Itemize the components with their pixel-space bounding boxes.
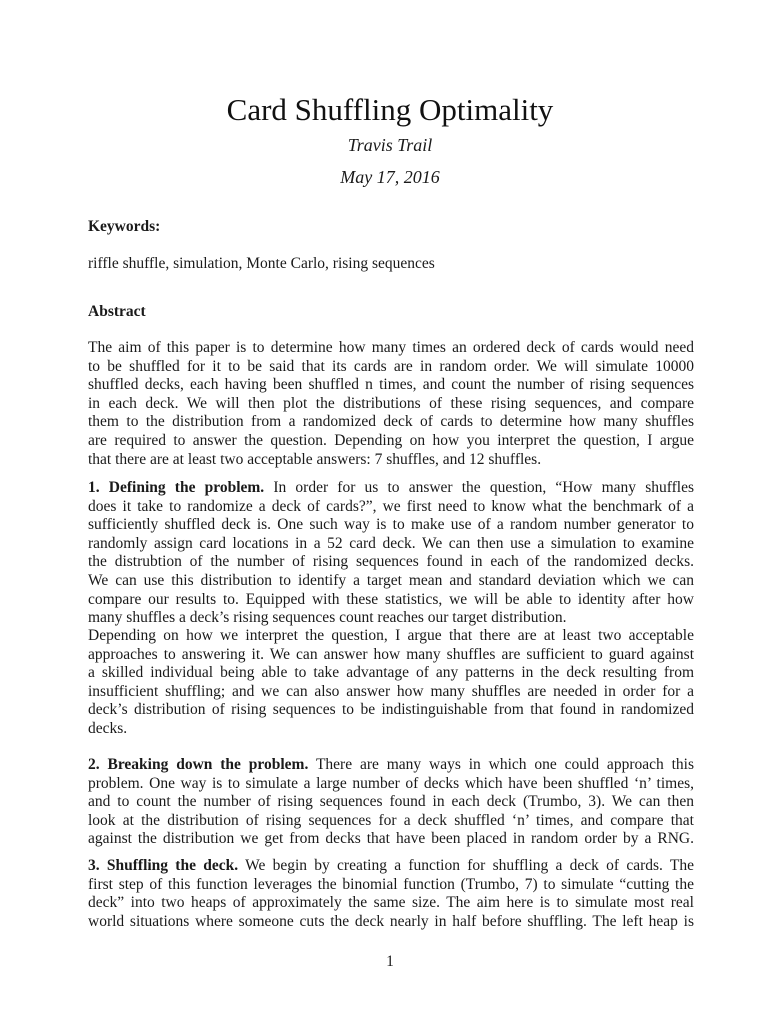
section-breaking-down-the-problem (88, 756, 694, 849)
section-line: sufficiently shuffled deck is. One such way is to make use of a random number generator to (88, 516, 694, 534)
abstract-line: to be shuffled for it to be said that its cards are in random order. We will simulate 10000 (88, 357, 694, 375)
section-heading: 2. Breaking down the problem. (88, 756, 309, 773)
document-author: Travis Trail (347, 135, 433, 155)
section-line: randomly assign card locations in a 52 card deck. We can then use a simulation to examine (88, 534, 694, 552)
abstract-line: shuffled decks, each having been shuffled n times, and count the number of rising sequences (88, 376, 694, 394)
section-line: against the distribution we get from decks that have been placed in random order by a RNG. (88, 830, 694, 848)
paragraph-line: approaches to answering it. We can answer how many shuffles are sufficient to guard against (88, 645, 694, 663)
paragraph-line: insufficient shuffling; and we can also answer how many shuffles are needed in order for a (88, 682, 694, 700)
abstract-paragraph (88, 339, 694, 469)
section-line: and to count the number of rising sequences found in each deck (Trumbo, 3). We can then (88, 793, 694, 811)
section-first-line (88, 479, 694, 498)
keywords-text: riffle shuffle, simulation, Monte Carlo, rising sequences (88, 255, 435, 272)
section-line: does it take to randomize a deck of cards?”, we first need to know what the benchmark of a (88, 497, 694, 515)
abstract-line: The aim of this paper is to determine how many times an ordered deck of cards would need (88, 339, 694, 356)
abstract-heading: Abstract (88, 303, 146, 320)
section-defining-the-problem (88, 479, 694, 628)
section-heading: 3. Shuffling the deck. (88, 857, 239, 874)
section-heading: 1. Defining the problem. (88, 479, 265, 496)
section-line: look at the distribution of rising sequences for a deck shuffled ‘n’ times, and compare that (88, 811, 694, 829)
section-line: world situations where someone cuts the deck nearly in half before shuffling. The left heap is (88, 912, 694, 930)
section-line: first step of this function leverages the binomial function (Trumbo, 7) to simulate “cutting the (88, 875, 694, 893)
keywords-heading: Keywords: (88, 218, 161, 235)
abstract-line: in each deck. We will then plot the distributions of these rising sequences, and compare (88, 394, 694, 412)
abstract-line: are required to answer the question. Depending on how you interpret the question, I argue (88, 431, 694, 449)
paragraph-line: a skilled individual being able to take advantage of any patterns in the deck resulting from (88, 664, 694, 682)
section-first-line (88, 857, 694, 876)
paragraph-line: decks. (88, 719, 128, 737)
section-line: deck” into two heaps of approximately the same size. The aim here is to simulate most real (88, 894, 694, 912)
section-first-line-text: In order for us to answer the question, “How many shuffles (264, 479, 694, 496)
section-first-line-text: There are many ways in which one could approach this (308, 756, 694, 773)
abstract-line: them to the distribution from a randomized deck of cards to determine how many shuffles (88, 413, 694, 431)
abstract-line: that there are at least two acceptable answers: 7 shuffles, and 12 shuffles. (88, 450, 542, 468)
paragraph-interpretation (88, 627, 694, 739)
document-title: Card Shuffling Optimality (226, 92, 554, 127)
section-line: We can use this distribution to identify a target mean and standard deviation which we can (88, 571, 694, 589)
section-first-line-text: We begin by creating a function for shuffling a deck of cards. The (238, 857, 694, 874)
section-shuffling-the-deck (88, 857, 694, 931)
section-line: compare our results to. Equipped with these statistics, we will be able to identity after how (88, 590, 694, 608)
section-line: the distrubtion of the number of rising sequences found in each of the randomized decks. (88, 553, 694, 571)
page-number: 1 (386, 953, 394, 970)
paragraph-line: deck’s distribution of rising sequences to be indistinguishable from that found in randomized (88, 701, 694, 719)
paragraph-first-line: Depending on how we interpret the question, I argue that there are at least two acceptable (88, 627, 694, 644)
document-date: May 17, 2016 (340, 167, 440, 187)
section-line: problem. One way is to simulate a large number of decks which have been shuffled ‘n’ times, (88, 774, 694, 792)
section-line: many shuffles a deck’s rising sequences count reaches our target distribution. (88, 609, 567, 627)
section-first-line (88, 756, 694, 775)
